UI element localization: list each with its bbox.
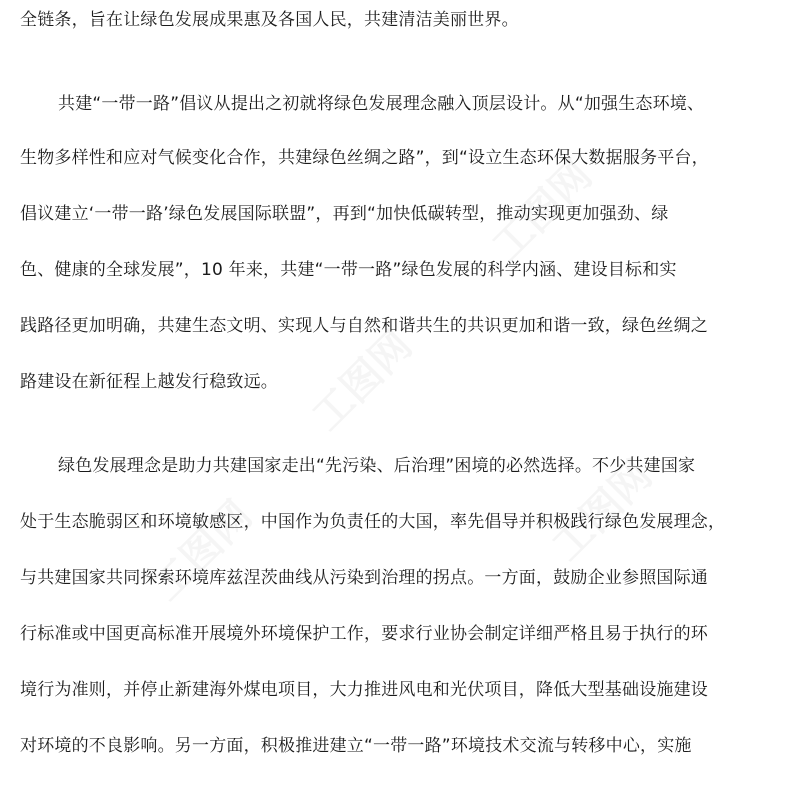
paragraph-2-line-2: 生物多样性和应对气候变化合作，共建绿色丝绸之路”，到“设立生态环保大数据服务平台，	[20, 148, 709, 168]
paragraph-3-line-4: 行标准或中国更高标准开展境外环境保护工作，要求行业协会制定详细严格且易于执行的环	[20, 624, 708, 644]
paragraph-2-line-6: 路建设在新征程上越发行稳致远。	[20, 372, 278, 392]
paragraph-2-line-4: 色、健康的全球发展”，10 年来，共建“一带一路”绿色发展的科学内涵、建设目标和实	[20, 260, 677, 280]
watermark-text: 工图网	[483, 152, 602, 270]
paragraph-3-line-2: 处于生态脆弱区和环境敏感区，中国作为负责任的大国，率先倡导并积极践行绿色发展理念，	[20, 512, 726, 532]
paragraph-3-line-6: 对环境的不良影响。另一方面，积极推进建立“一带一路”环境技术交流与转移中心，实施	[20, 736, 692, 756]
paragraph-2-line-1: 共建“一带一路”倡议从提出之初就将绿色发展理念融入顶层设计。从“加强生态环境、	[58, 94, 705, 114]
paragraph-2-line-3: 倡议建立‘一带一路’绿色发展国际联盟”，再到“加快低碳转型，推动实现更加强劲、绿	[20, 204, 669, 224]
paragraph-3-line-3: 与共建国家共同探索环境库兹涅茨曲线从污染到治理的拐点。一方面，鼓励企业参照国际通	[20, 568, 708, 588]
paragraph-3-line-5: 境行为准则，并停止新建海外煤电项目，大力推进风电和光伏项目，降低大型基础设施建设	[20, 680, 708, 700]
watermark-text: 工图网	[303, 322, 422, 440]
watermark-text: 工图网	[543, 452, 662, 570]
watermark-text: 工图网	[143, 492, 262, 610]
paragraph-1-line-1: 全链条，旨在让绿色发展成果惠及各国人民，共建清洁美丽世界。	[20, 10, 519, 30]
paragraph-2-line-5: 践路径更加明确，共建生态文明、实现人与自然和谐共生的共识更加和谐一致，绿色丝绸之	[20, 316, 708, 336]
paragraph-3-line-1: 绿色发展理念是助力共建国家走出“先污染、后治理”困境的必然选择。不少共建国家	[58, 456, 696, 476]
